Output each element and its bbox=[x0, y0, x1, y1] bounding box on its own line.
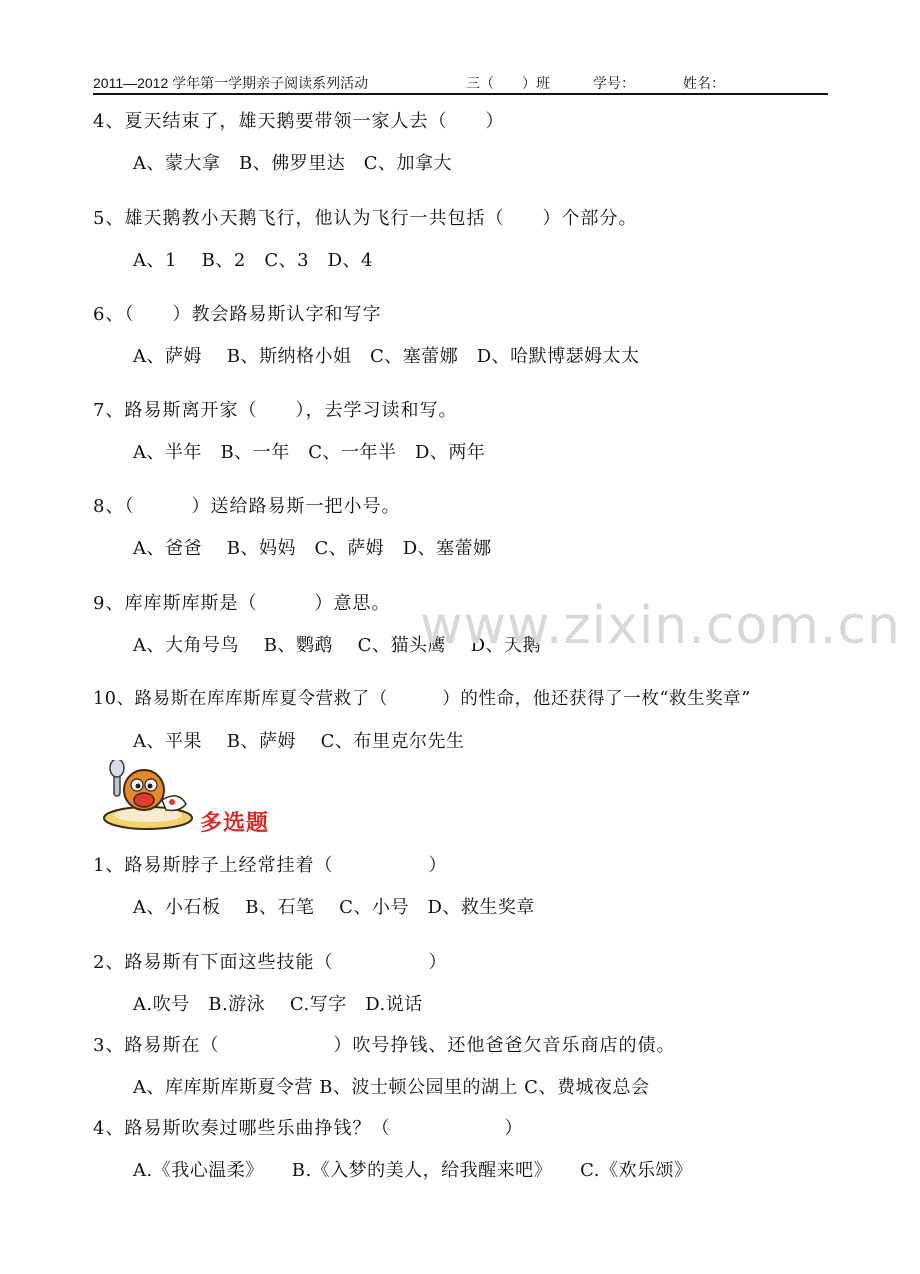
options-6: A、萨姆 B、斯纳格小姐 C、塞蕾娜 D、哈默博瑟姆太太 bbox=[133, 346, 640, 367]
multi-options-3: A、库库斯库斯夏令营 B、波士顿公园里的湖上 C、费城夜总会 bbox=[133, 1077, 650, 1098]
page-header bbox=[93, 71, 828, 95]
multi-options-2: A.吹号 B.游泳 C.写字 D.说话 bbox=[133, 994, 423, 1015]
options-9: A、大角号鸟 B、鹦鹉 C、猫头鹰 D、天鹅 bbox=[133, 635, 542, 656]
mascot-icon bbox=[100, 760, 196, 832]
options-8: A、爸爸 B、妈妈 C、萨姆 D、塞蕾娜 bbox=[133, 538, 492, 559]
multi-options-4: A.《我心温柔》 B.《入梦的美人，给我醒来吧》 C.《欢乐颂》 bbox=[133, 1160, 693, 1181]
multi-choice-title: 多选题 bbox=[200, 811, 270, 836]
header-class: 三（ ）班 bbox=[466, 75, 550, 91]
options-5: A、1 B、2 C、3 D、4 bbox=[133, 250, 373, 271]
question-6: 6、（ ）教会路易斯认字和写字 bbox=[93, 304, 382, 325]
multi-question-2: 2、路易斯有下面这些技能（ ） bbox=[93, 952, 448, 973]
options-10: A、平果 B、萨姆 C、布里克尔先生 bbox=[133, 731, 465, 752]
multi-question-3: 3、路易斯在（ ）吹号挣钱、还他爸爸欠音乐商店的债。 bbox=[93, 1035, 676, 1056]
header-term: 2011—2012 学年第一学期亲子阅读系列活动 bbox=[93, 75, 369, 91]
question-4: 4、夏天结束了，雄天鹅要带领一家人去（ ） bbox=[93, 111, 505, 132]
options-7: A、半年 B、一年 C、一年半 D、两年 bbox=[133, 442, 486, 463]
header-student-no: 学号： bbox=[593, 75, 635, 91]
question-10: 10、路易斯在库库斯库夏令营救了（ ）的性命，他还获得了一枚“救生奖章” bbox=[93, 689, 751, 709]
watermark: www.zixin.com.cn bbox=[420, 596, 901, 656]
multi-options-1: A、小石板 B、石笔 C、小号 D、救生奖章 bbox=[133, 897, 535, 918]
question-9: 9、库库斯库斯是（ ）意思。 bbox=[93, 593, 391, 614]
header-name: 姓名： bbox=[683, 75, 725, 91]
question-5: 5、雄天鹅教小天鹅飞行，他认为飞行一共包括（ ）个部分。 bbox=[93, 208, 638, 229]
multi-question-1: 1、路易斯脖子上经常挂着（ ） bbox=[93, 855, 448, 876]
question-8: 8、（ ）送给路易斯一把小号。 bbox=[93, 496, 401, 517]
question-7: 7、路易斯离开家（ ），去学习读和写。 bbox=[93, 400, 458, 421]
options-4: A、蒙大拿 B、佛罗里达 C、加拿大 bbox=[133, 153, 452, 174]
multi-question-4: 4、路易斯吹奏过哪些乐曲挣钱？（ ） bbox=[93, 1118, 524, 1139]
